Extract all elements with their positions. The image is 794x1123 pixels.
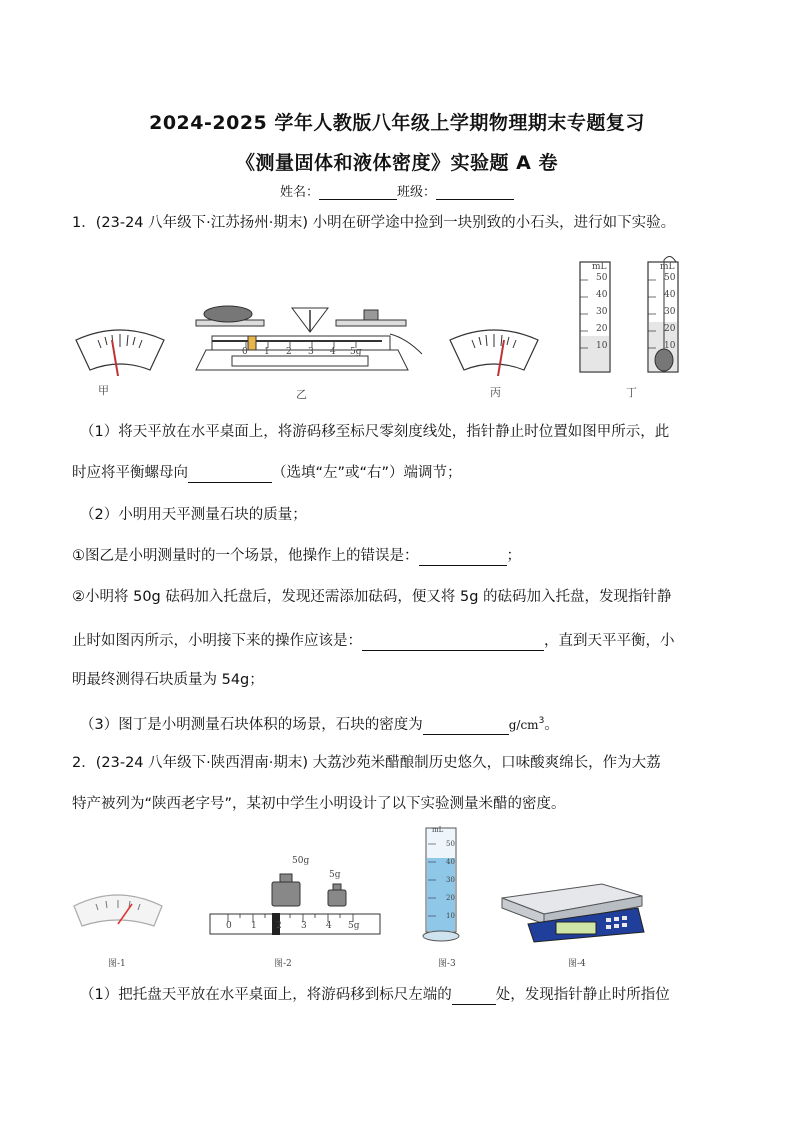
q1-part3: （3）图丁是小明测量石块体积的场景，石块的密度为 $g/cm^3$。 bbox=[80, 716, 559, 733]
q1-blank-4[interactable] bbox=[423, 720, 509, 735]
name-label: 姓名： bbox=[279, 185, 319, 200]
q2-gauge-fig1 bbox=[72, 892, 164, 932]
q1-cyl-a-50: 50 bbox=[596, 273, 608, 283]
q1-cyl-a-20: 20 bbox=[596, 324, 608, 334]
q2-cylinder-fig3 bbox=[420, 824, 464, 944]
q2-weight-50g: 50g bbox=[292, 856, 310, 866]
q1-tick-5: 5g bbox=[350, 347, 362, 357]
q1-part2: （2）小明用天平测量石块的质量； bbox=[80, 507, 307, 523]
q2-blank-1[interactable] bbox=[452, 990, 496, 1005]
q2-label-fig2: 图-2 bbox=[274, 959, 292, 969]
q1-tick-1: 1 bbox=[264, 347, 270, 357]
q2-label-fig3: 图-3 bbox=[438, 959, 456, 969]
q2-weight-5g: 5g bbox=[329, 870, 341, 880]
q2-cyl-20: 20 bbox=[446, 894, 455, 902]
q1-cyl-a-unit: mL bbox=[592, 262, 607, 272]
q2-cyl-10: 10 bbox=[446, 912, 455, 920]
q1-cyl-a-10: 10 bbox=[596, 341, 608, 351]
q1-cyl-b-20: 20 bbox=[664, 324, 676, 334]
q1-label-yi: 乙 bbox=[296, 388, 307, 401]
q1-part2-c: 止时如图丙所示，小明接下来的操作应该是： ，直到天平平衡，小 bbox=[72, 633, 675, 649]
q2-tick-0: 0 bbox=[226, 921, 232, 931]
q2-tick-3: 3 bbox=[301, 921, 307, 931]
q1-blank-2[interactable] bbox=[419, 551, 507, 566]
class-label: 班级： bbox=[397, 185, 437, 200]
q2-stem-line1: 2．(23-24 八年级下·陕西渭南·期末) 大荔沙苑米醋酿制历史悠久，口味酸爽绵长，作为大荔 bbox=[72, 755, 661, 771]
q1-tick-4: 4 bbox=[330, 347, 336, 357]
q1-cyl-a-30: 30 bbox=[596, 307, 608, 317]
q1-cyl-b-unit: mL bbox=[660, 262, 675, 272]
q1-cyl-a-40: 40 bbox=[596, 290, 608, 300]
q2-tick-1: 1 bbox=[251, 921, 257, 931]
q2-label-fig4: 图-4 bbox=[568, 959, 586, 969]
q1-gauge-bing bbox=[446, 326, 542, 378]
q2-electronic-scale-fig4 bbox=[498, 880, 646, 944]
q1-part2-a: ①图乙是小明测量时的一个场景，他操作上的错误是： ； bbox=[72, 548, 521, 564]
q1-cyl-b-10: 10 bbox=[664, 341, 676, 351]
q2-tick-4: 4 bbox=[326, 921, 332, 931]
q2-tick-2: 2 bbox=[276, 921, 282, 931]
q1-blank-1[interactable] bbox=[188, 468, 272, 483]
class-blank[interactable] bbox=[436, 185, 514, 200]
q1-label-ding: 丁 bbox=[626, 386, 637, 399]
q1-balance-yi bbox=[192, 298, 428, 382]
page-title: 2024-2025 学年人教版八年级上学期物理期末专题复习 bbox=[149, 112, 645, 134]
q2-part1: （1）把托盘天平放在水平桌面上，将游码移到标尺左端的 处，发现指针静止时所指位 bbox=[80, 987, 670, 1003]
q1-tick-3: 3 bbox=[308, 347, 314, 357]
q2-cyl-unit: mL bbox=[432, 826, 444, 834]
q2-cyl-30: 30 bbox=[446, 876, 455, 884]
q1-part2-b: ②小明将 50g 砝码加入托盘后，发现还需添加砝码，便又将 5g 的砝码加入托盘，发现指针静 bbox=[72, 589, 672, 605]
q1-label-jia: 甲 bbox=[98, 384, 109, 397]
q1-tick-0: 0 bbox=[242, 347, 248, 357]
q2-stem-line2: 特产被列为“陕西老字号”，某初中学生小明设计了以下实验测量米醋的密度。 bbox=[72, 796, 566, 812]
q1-part1-line2: 时应将平衡螺母向 （选填“左”或“右”）端调节； bbox=[72, 465, 462, 481]
q1-gauge-jia bbox=[72, 326, 168, 378]
q2-label-fig1: 图-1 bbox=[108, 959, 126, 969]
q1-tick-2: 2 bbox=[286, 347, 292, 357]
q1-part1-line1: （1）将天平放在水平桌面上，将游码移至标尺零刻度线处，指针静止时位置如图甲所示，此 bbox=[80, 424, 670, 440]
q1-cyl-b-50: 50 bbox=[664, 273, 676, 283]
q2-cyl-50: 50 bbox=[446, 840, 455, 848]
q1-blank-3[interactable] bbox=[362, 636, 544, 651]
q2-tick-5: 5g bbox=[348, 921, 360, 931]
q2-cyl-40: 40 bbox=[446, 858, 455, 866]
q1-cyl-b-30: 30 bbox=[664, 307, 676, 317]
page-subtitle: 《测量固体和液体密度》实验题 A 卷 bbox=[236, 152, 558, 174]
q1-part2-d: 明最终测得石块质量为 54g； bbox=[72, 672, 264, 688]
name-blank[interactable] bbox=[319, 185, 397, 200]
q1-label-bing: 丙 bbox=[490, 386, 501, 399]
q1-stem: 1．(23-24 八年级下·江苏扬州·期末) 小明在研学途中捡到一块别致的小石头，进行如下实验。 bbox=[72, 215, 676, 231]
q1-cyl-b-40: 40 bbox=[664, 290, 676, 300]
name-class-row bbox=[0, 181, 794, 200]
